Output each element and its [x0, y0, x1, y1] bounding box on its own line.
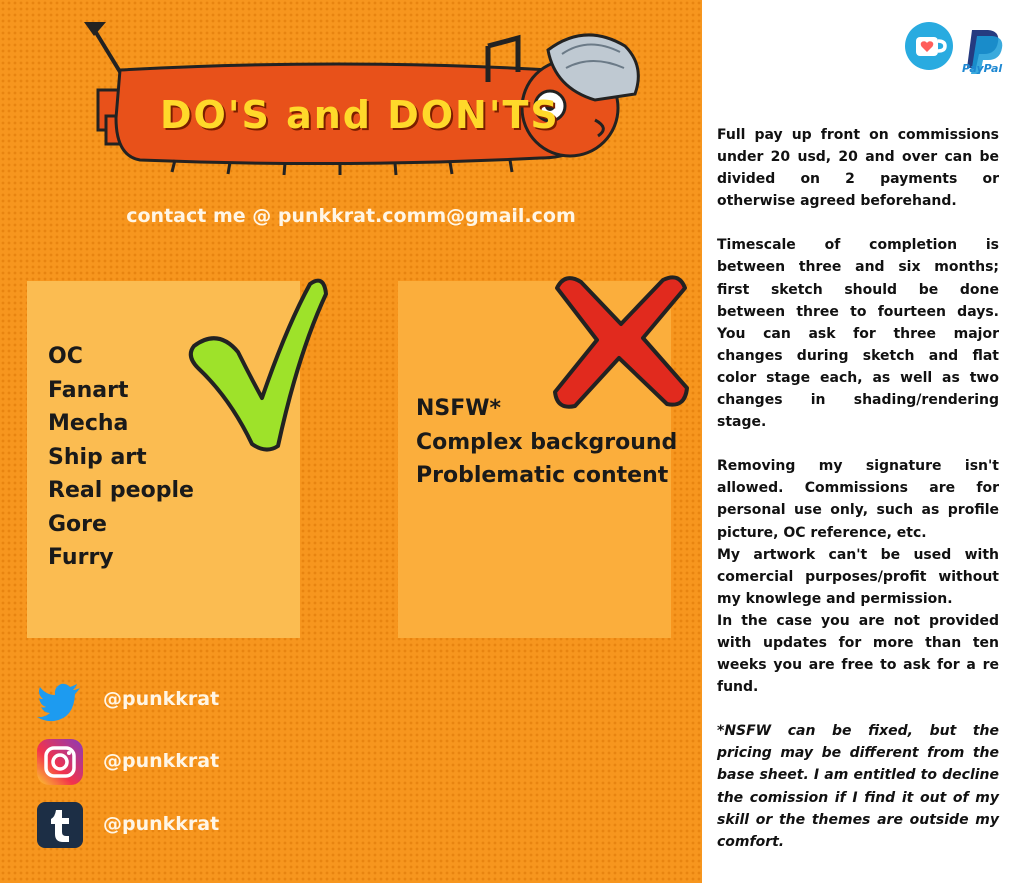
terms-signature: Removing my signature isn't allowed. Commissions are for personal use only, such as profile picture, OC reference, etc.: [717, 458, 999, 541]
list-item: OC: [48, 344, 83, 369]
paypal-label: PayPal: [962, 62, 1003, 75]
tumblr-handle: @punkkrat: [103, 813, 220, 835]
terms-timescale: Timescale of completion is between three and six months; first sketch should be done between three to fourteen days. You can ask for three major changes during sketch and flat color stage each, as well as two changes in shading/rendering stage.: [717, 237, 999, 431]
dos-list: [48, 340, 194, 575]
terms-refund: In the case you are not provided with updates for more than ten weeks you are free to ask for a re fund.: [717, 612, 999, 696]
twitter-handle: @punkkrat: [103, 688, 220, 710]
list-item: NSFW*: [416, 396, 502, 421]
terms-text: [717, 124, 999, 853]
kofi-icon[interactable]: [905, 22, 953, 70]
instagram-icon: [36, 738, 84, 786]
list-item: Problematic content: [416, 463, 669, 488]
twitter-icon: [36, 676, 84, 724]
banner-title: DO'S and DON'TS: [160, 93, 560, 137]
instagram-handle: @punkkrat: [103, 750, 220, 772]
list-item: Furry: [48, 545, 114, 570]
list-item: Real people: [48, 478, 194, 503]
social-instagram[interactable]: [36, 738, 336, 788]
list-item: Complex background: [416, 429, 678, 455]
list-item: Fanart: [48, 377, 129, 403]
list-item: Mecha: [48, 411, 129, 436]
tumblr-icon: [36, 801, 84, 849]
social-tumblr[interactable]: [36, 801, 336, 851]
donts-list: [416, 392, 677, 493]
terms-nsfw-note: *NSFW can be fixed, but the pricing may be different from the base sheet. I am entitled to decline the comission if I find it out of my skill or the themes are outside my comfort.: [717, 723, 999, 850]
contact-email: contact me @ punkkrat.comm@gmail.com: [126, 205, 576, 227]
list-item: Ship art: [48, 444, 147, 470]
social-twitter[interactable]: [36, 676, 336, 726]
terms-payment: Full pay up front on commissions under 20 usd, 20 and over can be divided on 2 payments or otherwise agreed beforehand.: [717, 127, 999, 210]
check-icon: [186, 268, 331, 456]
list-item: Gore: [48, 511, 107, 537]
terms-usage: My artwork can't be used with comercial purposes/profit without my knowlege and permission.: [717, 546, 999, 607]
